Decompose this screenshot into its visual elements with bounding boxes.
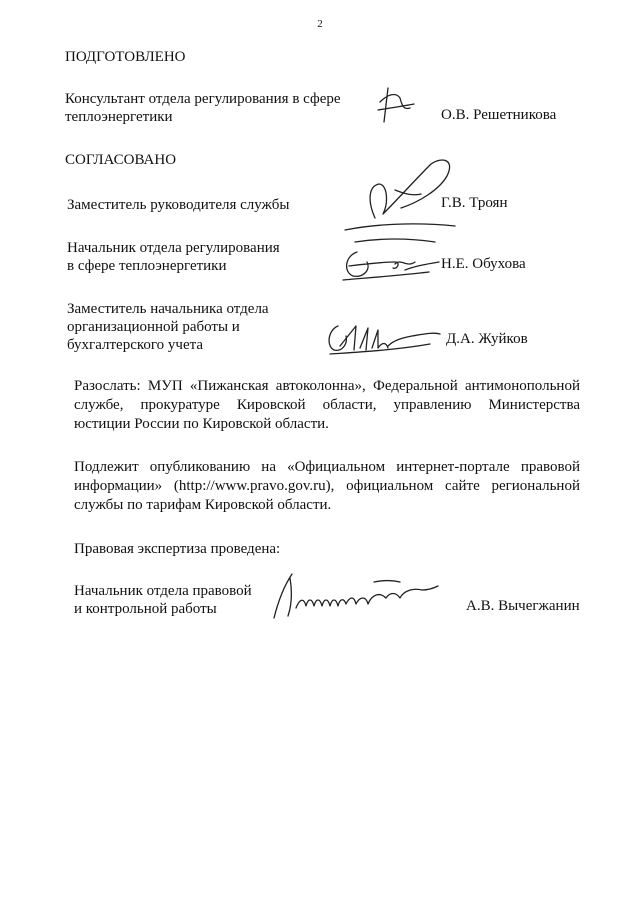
approved-2-name: Н.Е. Обухова (441, 256, 526, 272)
approved-3-position-line-1: Заместитель начальника отдела (67, 301, 269, 317)
publication-line-3: службы по тарифам Кировской области. (74, 497, 332, 513)
legal-review-statement: Правовая экспертиза проведена: (74, 541, 281, 557)
prepared-heading: ПОДГОТОВЛЕНО (65, 49, 186, 65)
approved-3-position-line-3: бухгалтерского учета (67, 337, 204, 353)
distribution-paragraph (74, 377, 580, 434)
approved-2-position-line-2: в сфере теплоэнергетики (67, 258, 227, 274)
approved-2-position-line-1: Начальник отдела регулирования (67, 240, 280, 256)
approved-3-position-line-2: организационной работы и (67, 319, 240, 335)
signature-zhuikov (320, 318, 445, 360)
distribution-line-1: Разослать: МУП «Пижанская автоколонна», Федеральной антимонопольной (74, 378, 580, 394)
publication-paragraph (74, 458, 580, 515)
prepared-position-line-1: Консультант отдела регулирования в сфере (65, 91, 341, 107)
legal-review-name: А.В. Вычегжанин (466, 598, 580, 614)
approved-heading: СОГЛАСОВАНО (65, 152, 177, 168)
prepared-position-line-2: теплоэнергетики (65, 109, 173, 125)
publication-line-1: Подлежит опубликованию на «Официальном интернет-портале правовой (74, 459, 580, 475)
signature-vychegzhanin (262, 568, 442, 623)
publication-line-2: информации» (http://www.pravo.gov.ru), официальном сайте региональной (74, 478, 580, 494)
prepared-name: О.В. Решетникова (441, 107, 557, 123)
legal-review-position-line-1: Начальник отдела правовой (74, 583, 252, 599)
approved-1-position-line-1: Заместитель руководителя службы (67, 197, 290, 213)
approved-1-name: Г.В. Троян (441, 195, 508, 211)
legal-review-position-line-2: и контрольной работы (74, 601, 217, 617)
distribution-line-3: юстиции России по Кировской области. (74, 416, 329, 432)
signature-obukhova (335, 240, 445, 285)
signature-reshetnikova (370, 80, 420, 130)
page-number: 2 (317, 18, 323, 30)
distribution-line-2: службе, прокуратуре Кировской области, управлению Министерства (74, 397, 580, 413)
approved-3-name: Д.А. Жуйков (446, 331, 528, 347)
